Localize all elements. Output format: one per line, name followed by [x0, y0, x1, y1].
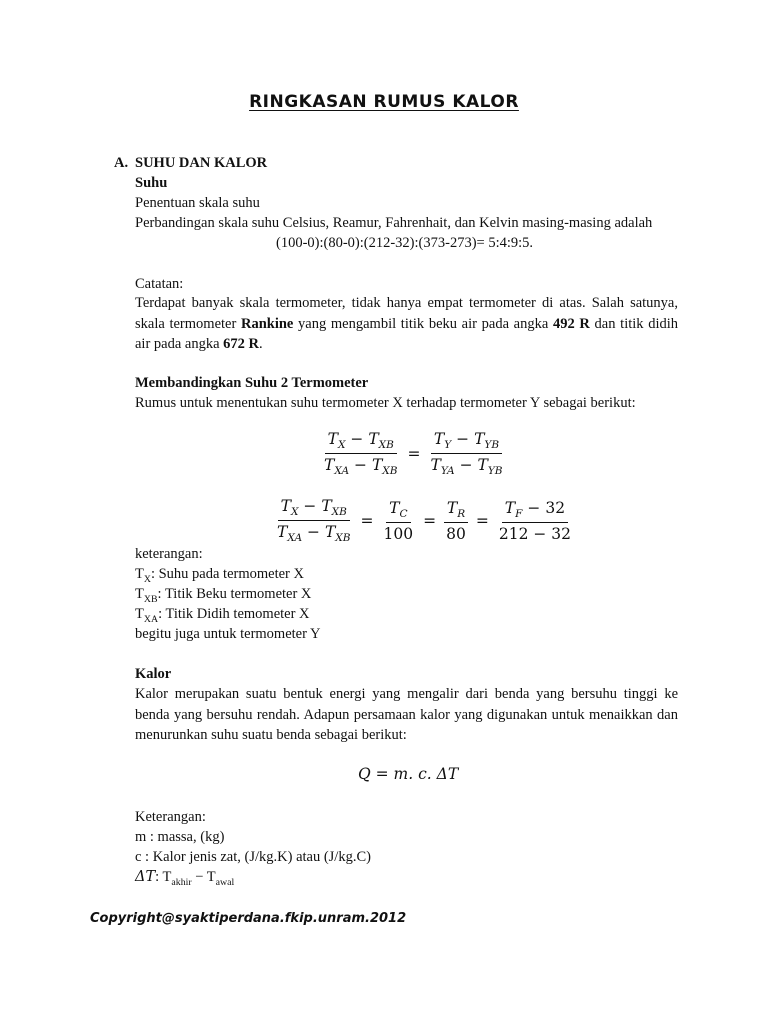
formula-temperature-scales: $\frac{T_X - T_{XB}}{T_{XA} - T_{XB}}$ = $\frac{T_C}{100}$ = $\frac{T_R}{80}$ = $\frac{T_F - 32}{212 - 32}$ — [277, 497, 572, 545]
formula-kalor: Q = m. c. ΔT — [358, 765, 459, 783]
keterangan-2-delta-t: ΔT: $T_{akhir} - T_{awal}$ — [135, 869, 235, 888]
section-marker: A. — [114, 155, 129, 171]
suhu-heading: Suhu — [135, 175, 168, 191]
copyright-footer: Copyright@syaktiperdana.fkip.unram.2012 — [90, 911, 407, 926]
formula-1-rhs-numerator: $T_Y - T_{YB}$ — [431, 430, 502, 454]
penentuan-text: Penentuan skala suhu — [135, 195, 260, 211]
catatan-paragraph: Terdapat banyak skala termometer, tidak hanya empat termometer di atas. Salah satunya, skala termometer Rankine yang mengambil titik beku air pada angka 492 R dan titik didih air pada angka 672 R. — [135, 295, 679, 352]
keterangan-tx: $T_X$: Suhu pada termometer X — [135, 566, 304, 585]
kalor-heading: Kalor — [135, 666, 172, 682]
keterangan-2-label: Keterangan: — [135, 809, 206, 825]
keterangan-2-c: c : Kalor jenis zat, (J/kg.K) atau (J/kg.C) — [135, 849, 371, 865]
keterangan-label: keterangan: — [135, 546, 203, 562]
keterangan-txb: $T_{XB}$: Titik Beku termometer X — [135, 586, 312, 605]
formula-1-rhs-denominator: $T_{YA} - T_{YB}$ — [430, 456, 503, 478]
keterangan-note: begitu juga untuk termometer Y — [135, 626, 321, 642]
membandingkan-heading: Membandingkan Suhu 2 Termometer — [135, 375, 369, 391]
formula-1-lhs-denominator: $T_{XA} - T_{XB}$ — [324, 456, 398, 478]
formula-two-thermometers: $\frac{T_X - T_{XB}}{T_{XA} - T_{XB}}$ = $\frac{T_Y - T_{YB}}{T_{YA} - T_{YB}}$ — [318, 430, 509, 477]
kalor-paragraph: Kalor merupakan suatu bentuk energi yang mengalir dari benda yang bersuhu tinggi ke benda yang bersuhu rendah. Adapun persamaan kalor yang digunakan untuk menaikkan dan menurunkan suhu suatu benda sebagai berikut: — [135, 686, 678, 743]
membandingkan-intro: Rumus untuk menentukan suhu termometer X terhadap termometer Y sebagai berikut: — [135, 395, 636, 411]
page-title: RINGKASAN RUMUS KALOR — [249, 92, 519, 112]
keterangan-txa: $T_{XA}$: Titik Didih temometer X — [135, 606, 310, 625]
perbandingan-text: Perbandingan skala suhu Celsius, Reamur, Fahrenhait, dan Kelvin masing-masing adalah — [135, 215, 653, 231]
keterangan-2-m: m : massa, (kg) — [135, 829, 225, 845]
ratio-text: (100-0):(80-0):(212-32):(373-273)= 5:4:9:5. — [276, 235, 534, 251]
formula-1-lhs-numerator: $T_X - T_{XB}$ — [325, 430, 397, 454]
catatan-label: Catatan: — [135, 276, 184, 292]
section-heading: SUHU DAN KALOR — [135, 155, 268, 171]
